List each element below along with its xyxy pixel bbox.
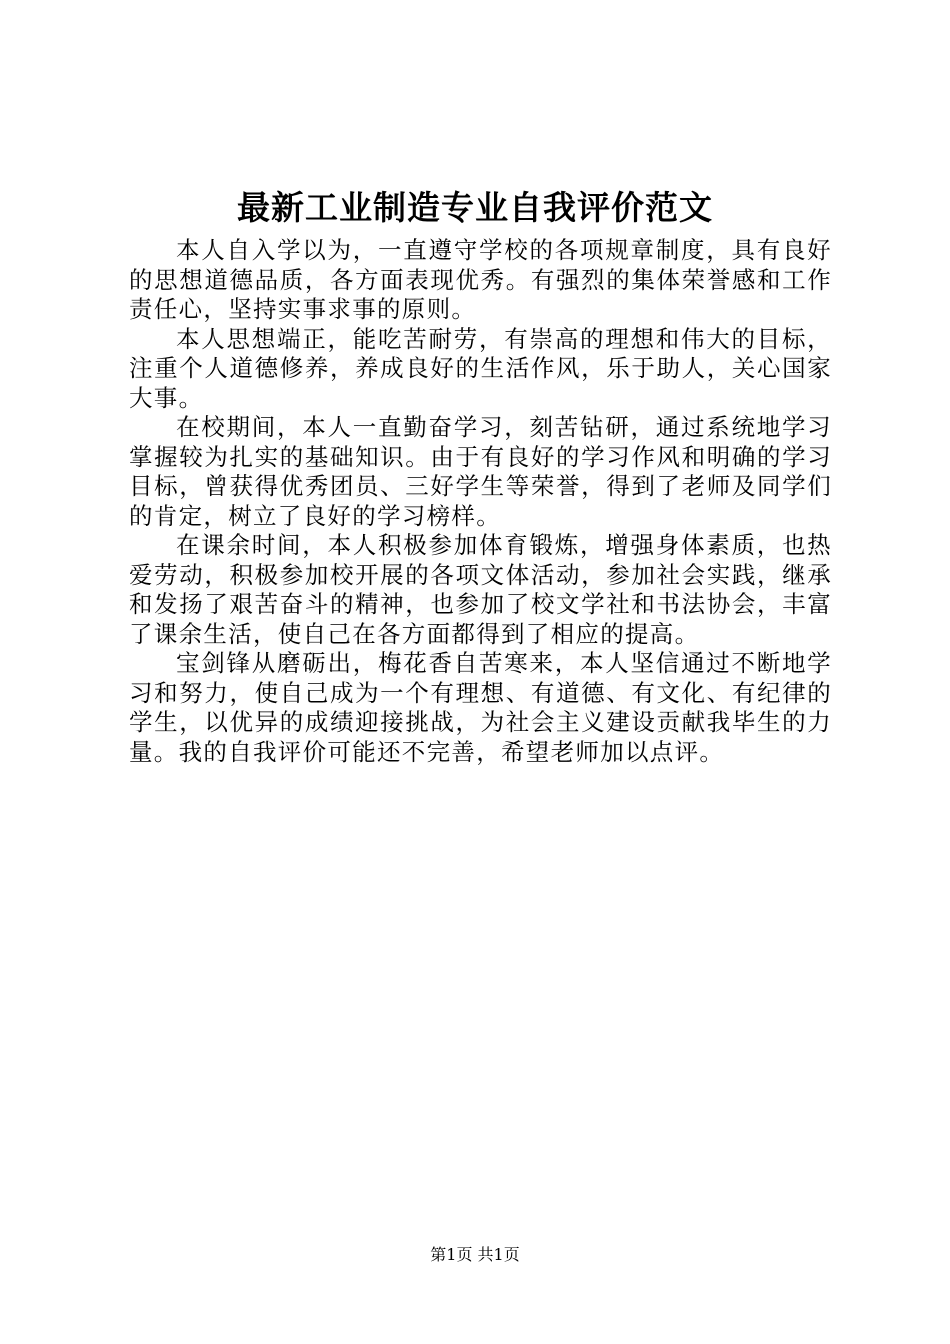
document-title: 最新工业制造专业自我评价范文 bbox=[237, 188, 713, 227]
paragraph: 本人自入学以为，一直遵守学校的各项规章制度，具有良好的思想道德品质，各方面表现优秀。有强烈的集体荣誉感和工作责任心，坚持实事求事的原则。 bbox=[129, 236, 832, 323]
paragraph: 宝剑锋从磨砺出，梅花香自苦寒来，本人坚信通过不断地学习和努力，使自己成为一个有理想、有道德、有文化、有纪律的学生，以优异的成绩迎接挑战，为社会主义建设贡献我毕生的力量。我的自我评价可能还不完善，希望老师加以点评。 bbox=[129, 649, 832, 766]
paragraph: 在校期间，本人一直勤奋学习，刻苦钻研，通过系统地学习掌握较为扎实的基础知识。由于有良好的学习作风和明确的学习目标，曾获得优秀团员、三好学生等荣誉，得到了老师及同学们的肯定，树立了良好的学习榜样。 bbox=[129, 413, 832, 530]
paragraph: 本人思想端正，能吃苦耐劳，有崇高的理想和伟大的目标，注重个人道德修养，养成良好的生活作风，乐于助人，关心国家大事。 bbox=[129, 324, 832, 412]
paragraph: 在课余时间，本人积极参加体育锻炼，增强身体素质，也热爱劳动，积极参加校开展的各项文体活动，参加社会实践，继承和发扬了艰苦奋斗的精神，也参加了校文学社和书法协会，丰富了课余生活，使自己在各方面都得到了相应的提高。 bbox=[129, 531, 832, 648]
document-body bbox=[129, 236, 832, 767]
page-footer: 第1页 共1页 bbox=[430, 1245, 520, 1264]
